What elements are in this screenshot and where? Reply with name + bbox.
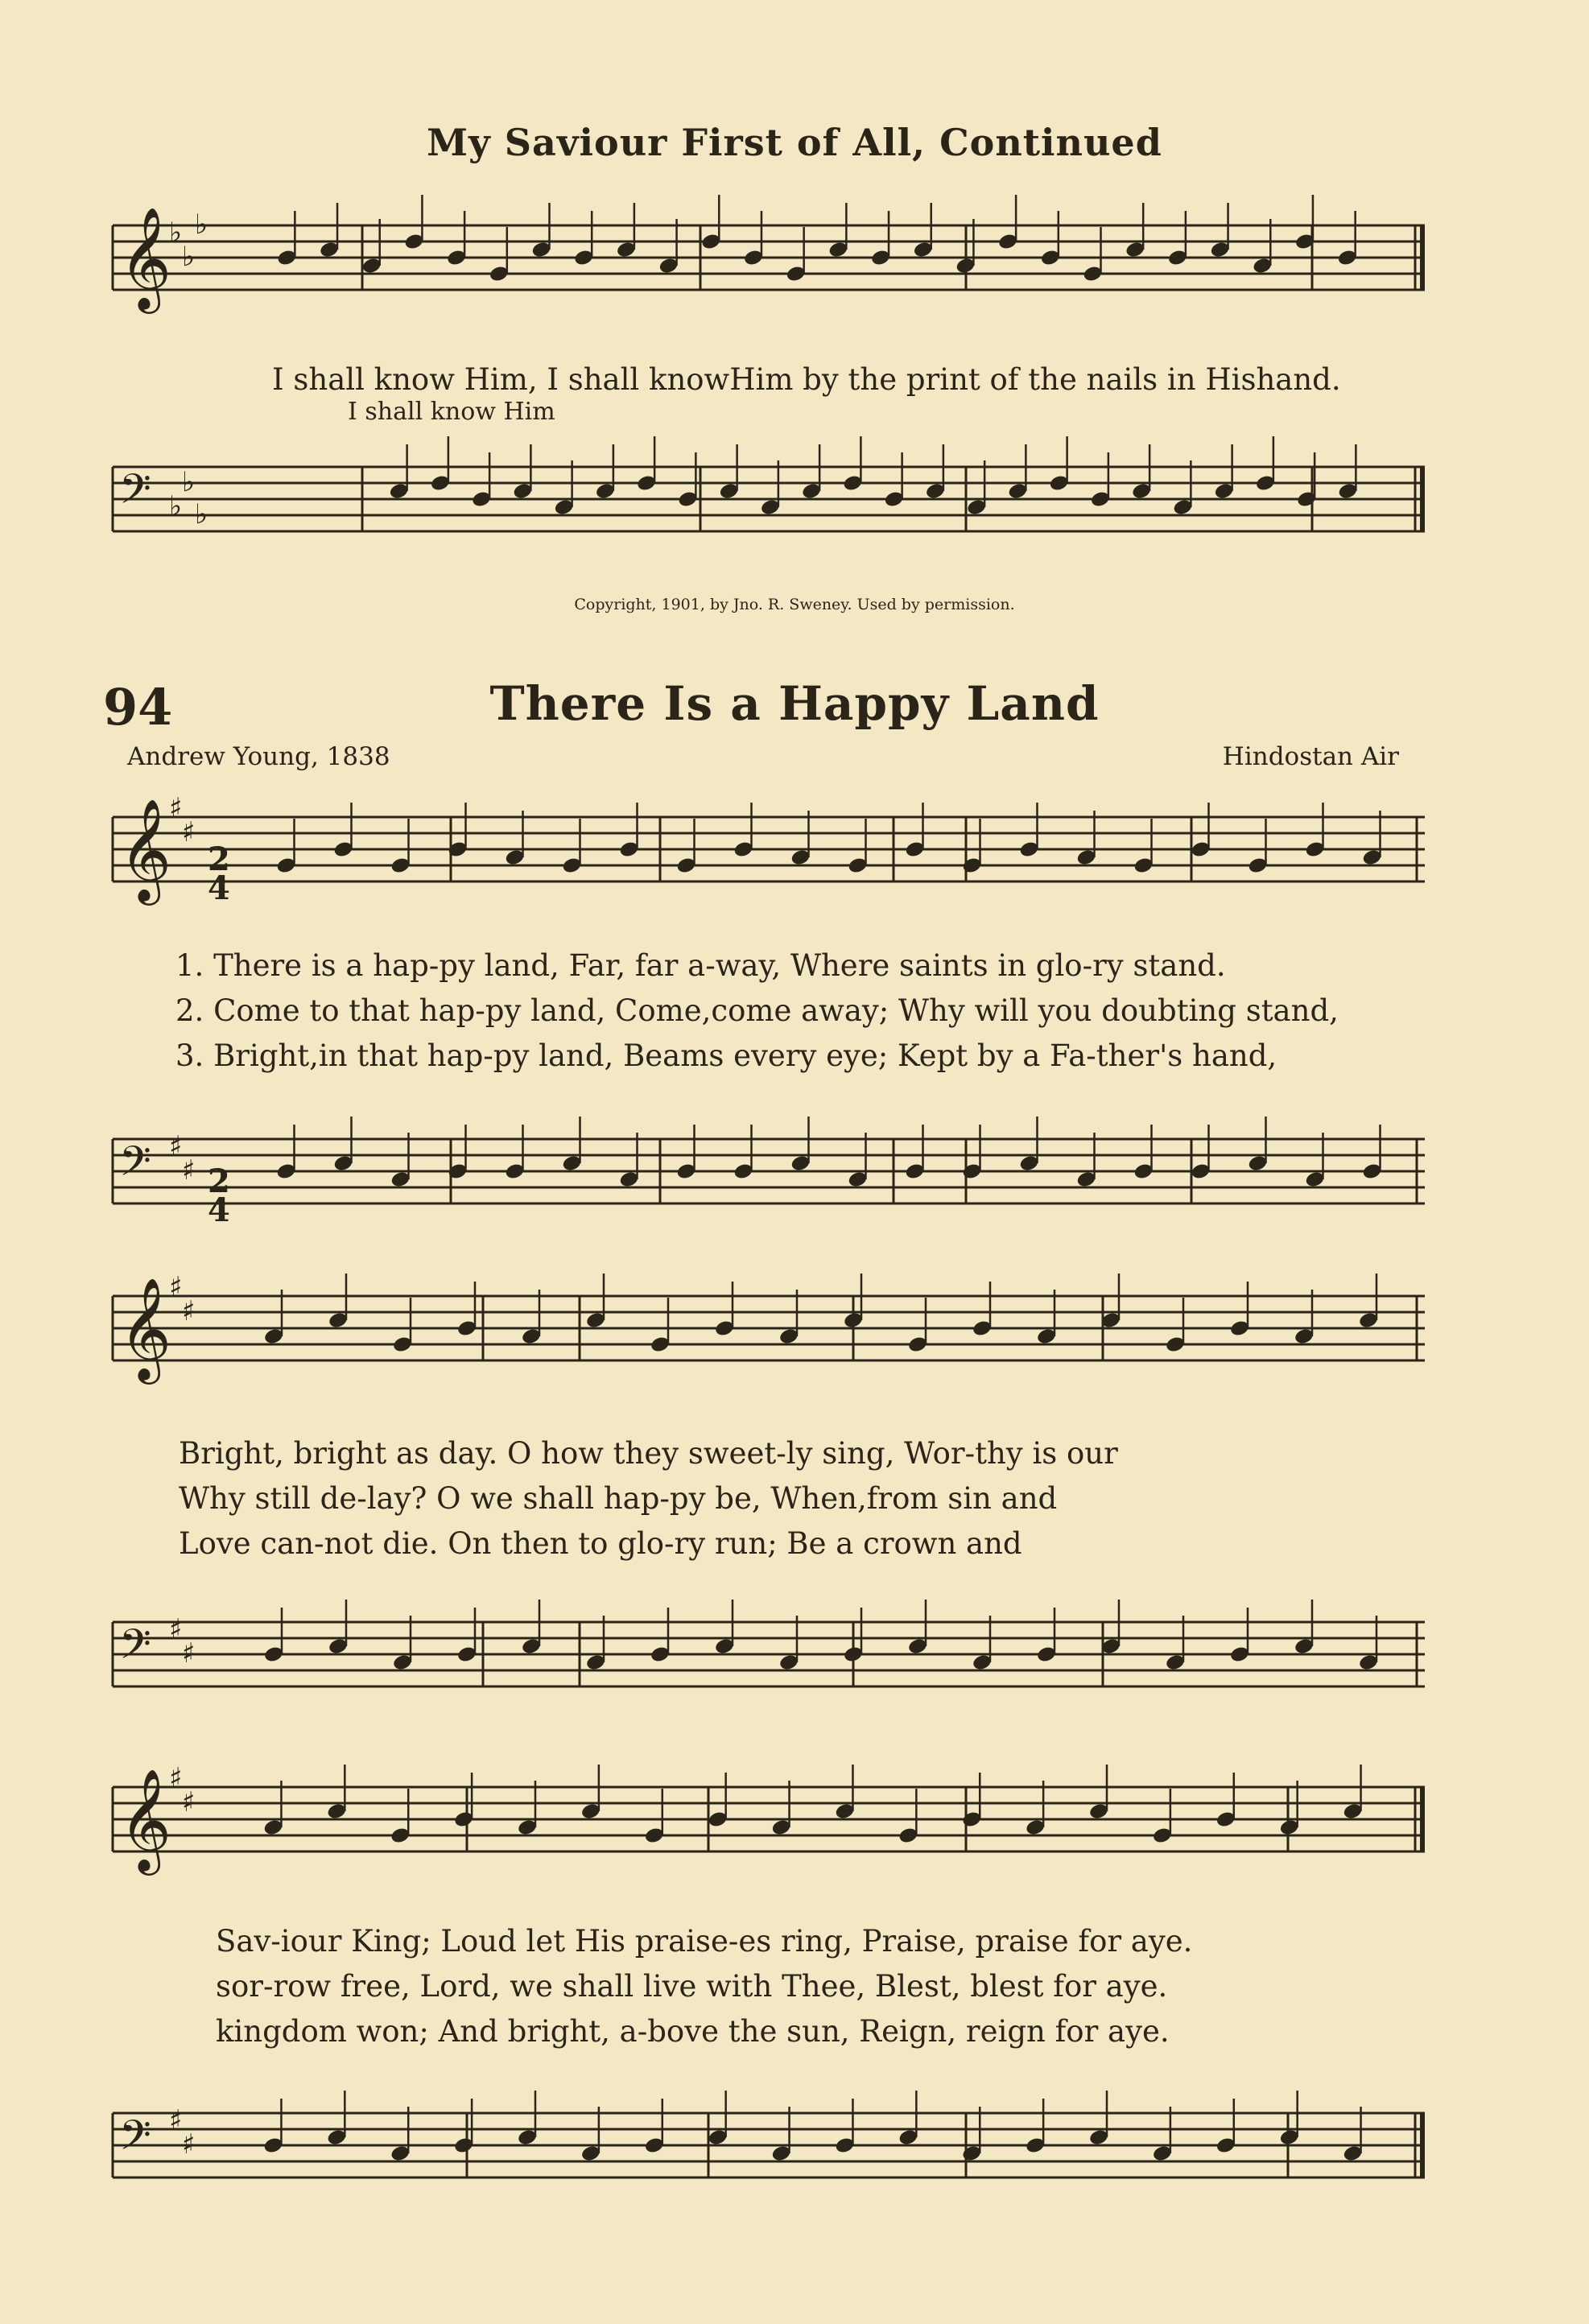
system1-treble-staff (0, 792, 1589, 918)
continued-echo-lyric: I shall know Him (348, 398, 555, 426)
verse-3-line-1: 3. Bright,in that hap-py land, Beams every eye; Kept by a Fa-ther's hand, (175, 1038, 1277, 1073)
time-signature-treble-top: 2 (208, 840, 230, 878)
sharp-icon: ♯ (182, 816, 196, 848)
flat-icon: ♭ (182, 466, 196, 498)
sharp-icon: ♯ (182, 1154, 196, 1187)
sharp-icon: ♯ (182, 2128, 196, 2161)
sharp-icon: ♯ (169, 792, 183, 824)
sharp-icon: ♯ (169, 1271, 183, 1303)
hymn-title: There Is a Happy Land (489, 676, 1100, 731)
treble-clef-icon: 𝄞 (119, 1768, 172, 1871)
bass-clef-icon: 𝄢 (119, 2111, 151, 2169)
flat-icon: ♭ (195, 498, 208, 530)
sharp-icon: ♯ (169, 1130, 183, 1162)
sharp-icon: ♯ (169, 1613, 183, 1645)
flat-icon: ♭ (195, 208, 208, 241)
verse-2-line-3: sor-row free, Lord, we shall live with Thee, Blest, blest for aye. (216, 1969, 1168, 2004)
time-signature-treble-bottom: 4 (208, 869, 230, 907)
treble-clef-icon: 𝄞 (119, 206, 172, 309)
continued-treble-staff (0, 193, 1589, 330)
system1-bass-staff (0, 1119, 1589, 1240)
final-bar-line (1420, 1787, 1425, 1851)
verse-2-line-2: Why still de-lay? O we shall hap-py be, When,from sin and (179, 1481, 1058, 1516)
system2-treble-staff (0, 1268, 1589, 1397)
verse-1-line-3: Sav-iour King; Loud let His praise-es ring, Praise, praise for aye. (216, 1924, 1193, 1959)
final-bar-line (1420, 225, 1425, 290)
verse-3-line-2: Love can-not die. On then to glo-ry run; Be a crown and (179, 1526, 1022, 1561)
sharp-icon: ♯ (182, 1295, 196, 1327)
copyright-notice: Copyright, 1901, by Jno. R. Sweney. Used by permission. (574, 596, 1015, 613)
bass-clef-icon: 𝄢 (119, 1137, 151, 1195)
bass-clef-icon: 𝄢 (119, 1620, 151, 1678)
hymn-number: 94 (103, 678, 173, 737)
treble-clef-icon: 𝄞 (119, 1277, 172, 1380)
verse-3-line-3: kingdom won; And bright, a-bove the sun, Reign, reign for aye. (216, 2014, 1170, 2049)
flat-icon: ♭ (182, 241, 196, 273)
treble-clef-icon: 𝄞 (119, 798, 172, 901)
hymn-tune: Hindostan Air (1222, 742, 1399, 771)
continued-bass-staff (0, 431, 1589, 568)
sharp-icon: ♯ (169, 2104, 183, 2136)
flat-icon: ♭ (169, 490, 183, 522)
final-bar-line (1420, 2113, 1425, 2177)
system3-bass-staff (0, 2093, 1589, 2214)
verse-1-line-1: 1. There is a hap-py land, Far, far a-way, Where saints in glo-ry stand. (175, 948, 1226, 983)
continued-lyric-line: I shall know Him, I shall knowHim by the print of the nails in Hishand. (272, 362, 1341, 397)
system3-treble-staff (0, 1755, 1589, 1892)
verse-2-line-1: 2. Come to that hap-py land, Come,come away; Why will you doubting stand, (175, 993, 1339, 1028)
hymn-author: Andrew Young, 1838 (127, 742, 390, 771)
sharp-icon: ♯ (182, 1637, 196, 1670)
time-signature-bass-bottom: 4 (208, 1191, 230, 1229)
bass-clef-icon: 𝄢 (119, 464, 151, 523)
time-signature-bass-top: 2 (208, 1162, 230, 1200)
flat-icon: ♭ (169, 217, 183, 249)
system2-bass-staff (0, 1602, 1589, 1723)
final-bar-line (1420, 467, 1425, 531)
sharp-icon: ♯ (182, 1786, 196, 1818)
continued-hymn-title: My Saviour First of All, Continued (427, 121, 1162, 164)
sharp-icon: ♯ (169, 1762, 183, 1794)
verse-1-line-2: Bright, bright as day. O how they sweet-ly sing, Wor-thy is our (179, 1436, 1118, 1471)
